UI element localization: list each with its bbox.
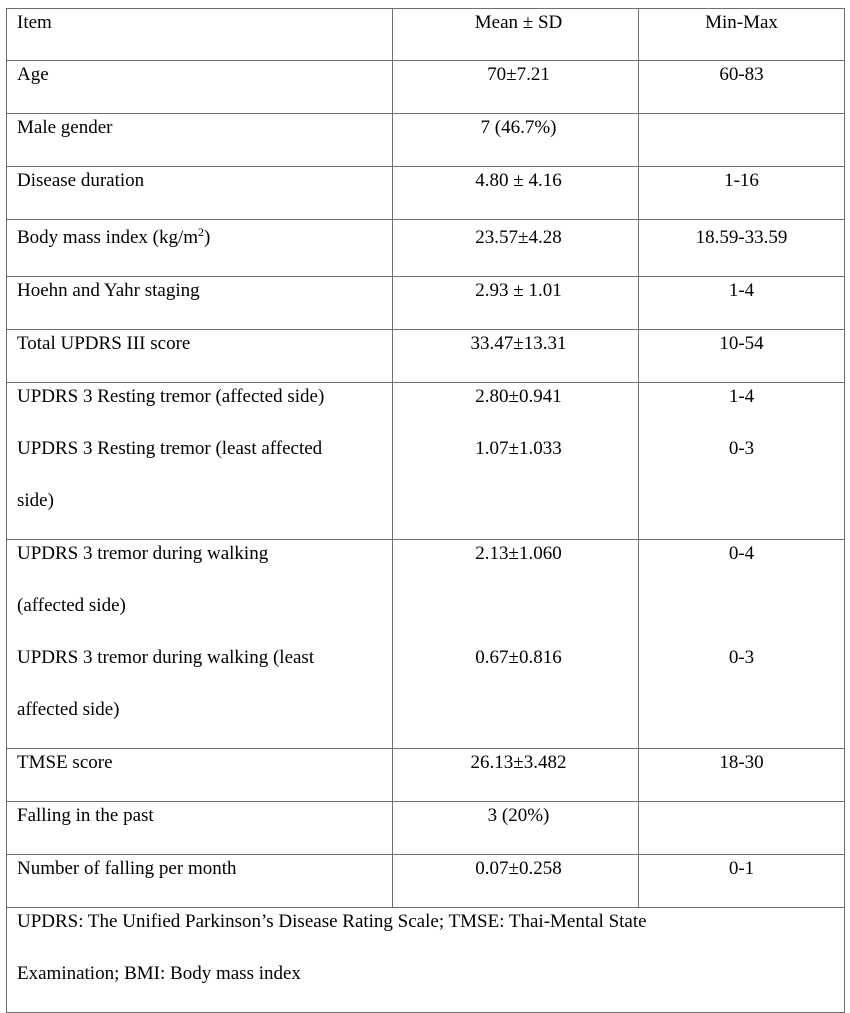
bmi-label-close: )	[204, 227, 211, 248]
table-row	[7, 855, 845, 908]
row-mean: 23.57±4.28	[475, 227, 562, 248]
row-mean: 2.80±0.941	[475, 386, 562, 407]
row-label: Hoehn and Yahr staging	[17, 280, 200, 301]
table-footnote	[7, 908, 845, 1013]
row-mean: 2.13±1.060	[475, 543, 562, 564]
row-mean: 33.47±13.31	[470, 333, 567, 354]
row-range: 1-4	[728, 280, 755, 301]
row-range: 1-4	[728, 386, 755, 407]
row-mean: 1.07±1.033	[475, 438, 562, 459]
table-row	[7, 330, 845, 383]
row-range: 1-16	[724, 170, 759, 191]
table-row	[7, 383, 845, 540]
row-range	[639, 802, 844, 854]
row-range: 10-54	[719, 333, 764, 354]
table-row	[7, 802, 845, 855]
row-label-continued: (affected side)	[17, 595, 126, 616]
row-mean: 3 (20%)	[487, 805, 550, 826]
row-mean: 0.07±0.258	[475, 858, 562, 879]
row-label: Male gender	[17, 117, 113, 138]
row-label: UPDRS 3 tremor during walking	[17, 543, 269, 564]
row-label: TMSE score	[17, 752, 113, 773]
row-label: Age	[17, 64, 49, 85]
table-header-row	[7, 9, 845, 61]
bmi-label-text: Body mass index (kg/m	[17, 227, 199, 248]
row-mean: 26.13±3.482	[470, 752, 567, 773]
footnote-line: UPDRS: The Unified Parkinson’s Disease Rating Scale; TMSE: Thai-Mental State	[17, 911, 647, 932]
row-range: 0-1	[728, 858, 755, 879]
table-row	[7, 749, 845, 802]
row-range: 18-30	[719, 752, 764, 773]
row-range: 60-83	[719, 64, 764, 85]
row-range: 0-4	[728, 543, 755, 564]
row-mean: 2.93 ± 1.01	[475, 280, 562, 301]
header-min-max: Min-Max	[705, 12, 778, 33]
row-range: 0-3	[728, 438, 755, 459]
row-label-continued: side)	[17, 490, 54, 511]
row-mean: 0.67±0.816	[475, 647, 562, 668]
header-item: Item	[17, 12, 52, 33]
table-row	[7, 540, 845, 749]
row-label	[7, 220, 392, 276]
table-row	[7, 167, 845, 220]
table-row	[7, 114, 845, 167]
row-mean: 70±7.21	[487, 64, 550, 85]
row-label: Total UPDRS III score	[17, 333, 191, 354]
row-mean: 4.80 ± 4.16	[475, 170, 562, 191]
table-row	[7, 61, 845, 114]
row-range: 0-3	[728, 647, 755, 668]
footnote-line: Examination; BMI: Body mass index	[17, 963, 301, 984]
row-range	[639, 114, 844, 166]
table-footnote-row	[7, 908, 845, 1013]
row-label: UPDRS 3 Resting tremor (affected side)	[17, 386, 325, 407]
header-range-cell	[639, 9, 845, 61]
header-mean-cell	[393, 9, 639, 61]
table-row	[7, 277, 845, 330]
table-row	[7, 220, 845, 277]
row-mean: 7 (46.7%)	[480, 117, 557, 138]
header-item-cell	[7, 9, 393, 61]
row-range: 18.59-33.59	[695, 227, 788, 248]
row-label: UPDRS 3 tremor during walking (least	[17, 647, 315, 668]
row-label: Number of falling per month	[17, 858, 237, 879]
demographics-table	[6, 8, 845, 1013]
row-label: Falling in the past	[17, 805, 154, 826]
header-mean-sd: Mean ± SD	[474, 12, 563, 33]
bmi-label-superscript: 2	[198, 225, 205, 239]
row-label: UPDRS 3 Resting tremor (least affected	[17, 438, 323, 459]
row-label: Disease duration	[17, 170, 145, 191]
row-label-continued: affected side)	[17, 699, 120, 720]
